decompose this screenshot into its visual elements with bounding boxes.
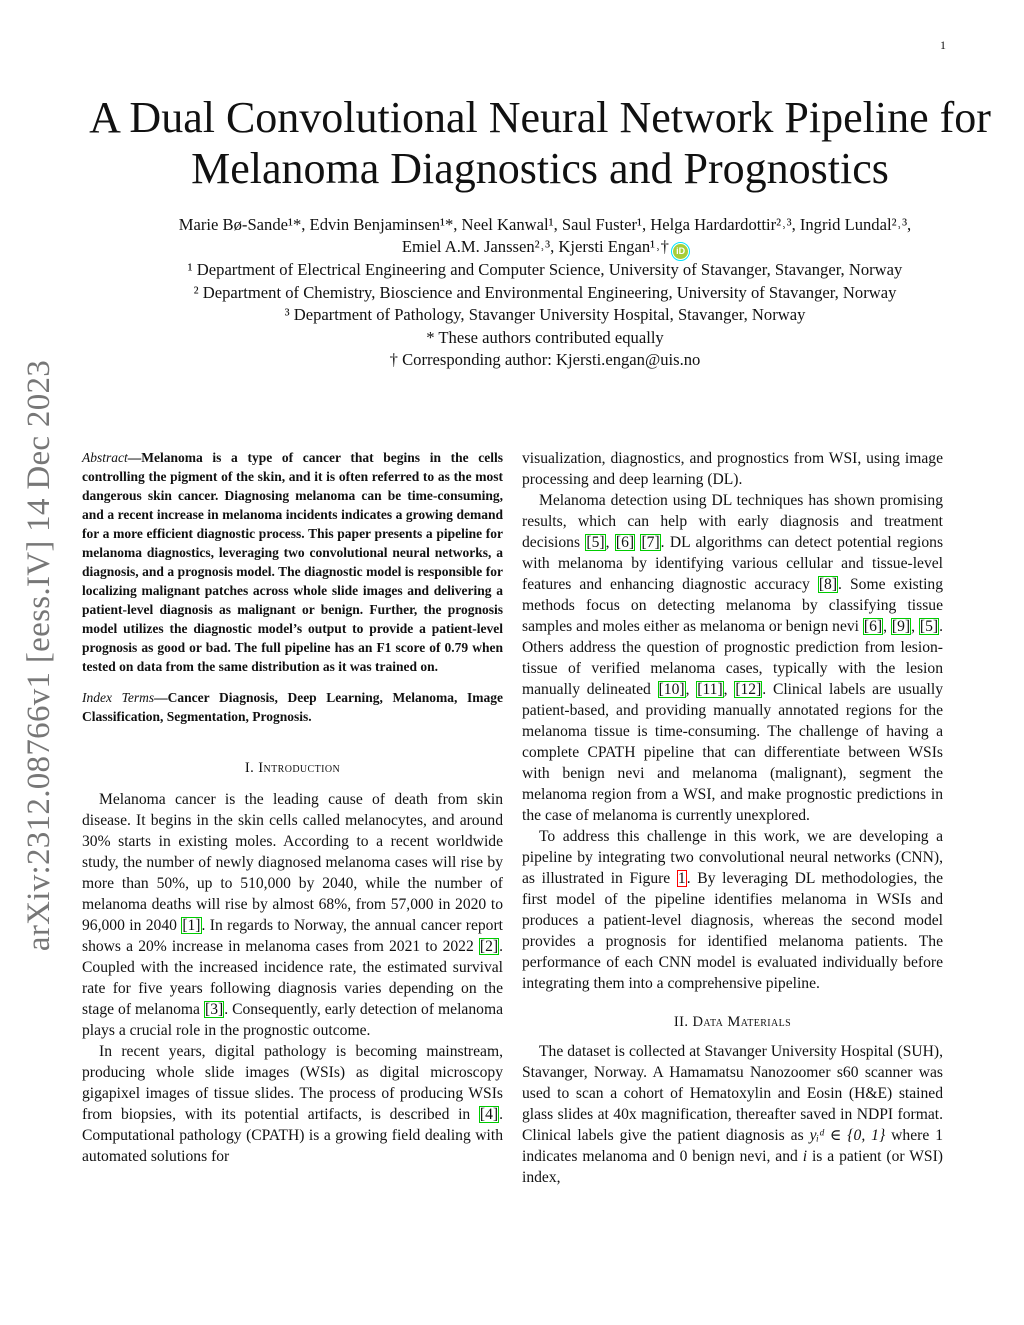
- section-heading-data-materials: II. Data Materials: [673, 1014, 792, 1030]
- author-block: [70, 214, 1020, 371]
- index-terms-label: Index Terms: [82, 690, 155, 705]
- abstract-label: Abstract: [82, 450, 128, 465]
- intro-p3-text-c: . Some existing methods focus on detecting melanoma by classifying tissue samples and moles either as melanoma or benign nevi: [522, 576, 943, 635]
- intro-p2-text-a: In recent years, digital pathology is becoming mainstream, producing whole slide images (WSIs) as digital microscopy gigapixel images of tissue slides. The process of producing WSIs from biopsies, with its potential artifacts, is described in: [82, 1043, 503, 1123]
- citation-link[interactable]: [6]: [863, 618, 883, 635]
- separator: ,: [911, 618, 919, 635]
- intro-continuation: visualization, diagnostics, and prognostics from WSI, using image processing and deep learning (DL).: [522, 450, 943, 488]
- intro-p3-text-b: . DL algorithms can detect potential regions with melanoma by identifying various cellular and tissue-level features and enhancing diagnostic accuracy: [522, 534, 944, 593]
- intro-paragraph-4: [522, 826, 943, 994]
- affiliation-1: ¹ Department of Electrical Engineering and Computer Science, University of Stavanger, Stavanger, Norway: [187, 260, 903, 280]
- arxiv-identifier-text: arXiv:2312.08766v1 [eess.IV] 14 Dec 2023: [21, 359, 58, 951]
- separator: ,: [605, 534, 615, 551]
- citation-link[interactable]: [4]: [479, 1106, 499, 1123]
- intro-p1-text-b: . In regards to Norway, the annual cancer report shows a 20% increase in melanoma cases from 2021 to 2022: [82, 917, 503, 955]
- paper-title: A Dual Convolutional Neural Network Pipeline for Melanoma Diagnostics and Prognostics: [89, 93, 991, 193]
- separator: ,: [685, 681, 697, 698]
- separator: ,: [883, 618, 891, 635]
- data-paragraph-1: [522, 1041, 943, 1188]
- citation-link[interactable]: [2]: [479, 938, 499, 955]
- intro-p3-text-e: . Clinical labels are usually patient-based, and providing manually annotated regions for the melanoma tissue is time-consuming. The challenge of having a complete CPATH pipeline that can differentiate between WSIs with benign nevi and melanoma (malignant), segment the melanoma region from a WSI, and make prognostic predictions in the case of melanoma is currently unexplored.: [522, 681, 944, 824]
- figure-reference-link[interactable]: 1: [677, 870, 686, 887]
- intro-p4-text-a: To address this challenge in this work, we are developing a pipeline by integrating two convolutional neural networks (CNN), as illustrated in Figure: [522, 828, 943, 887]
- author-list-line-2: [70, 236, 1020, 259]
- intro-p3-text-d: . Others address the question of prognostic prediction from lesion-tissue of verified melanoma cases, typically with the lesion manually delineated: [522, 618, 943, 698]
- data-p1-text-a: The dataset is collected at Stavanger University Hospital (SUH), Stavanger, Norway. A Hamamatsu Nanozoomer s60 scanner was used to scan a cohort of Hematoxylin and Eosin (H&E) stained glass slides at 40x magnification, thereafter saved in NDPI format. Clinical labels give the patient diagnosis as: [522, 1043, 943, 1144]
- left-column: [82, 448, 503, 1167]
- data-p1-text-c: is a patient (or WSI) index,: [522, 1148, 943, 1186]
- intro-paragraph-2: [82, 1041, 503, 1167]
- intro-p4-text-b: . By leveraging DL methodologies, the first model of the pipeline identifies melanoma in WSIs and produces a patient-level diagnosis, whereas the second model provides a prognosis for identified melanoma patients. The performance of each CNN model is evaluated individually before integrating them into a comprehensive pipeline.: [522, 870, 943, 992]
- data-p1-text-b: where 1 indicates melanoma and 0 benign nevi, and: [522, 1127, 943, 1165]
- intro-paragraph-1: [82, 789, 503, 1041]
- affiliation-3: ³ Department of Pathology, Stavanger University Hospital, Stavanger, Norway: [284, 305, 806, 325]
- citation-link[interactable]: [10]: [658, 681, 685, 698]
- citation-link[interactable]: [8]: [818, 576, 838, 593]
- intro-p3-text-a: Melanoma detection using DL techniques has shown promising results, which can help with early diagnosis and treatment decisions: [522, 492, 943, 551]
- corresponding-author-note: † Corresponding author: Kjersti.engan@uis.no: [389, 350, 701, 370]
- intro-p2-text-b: . Computational pathology (CPATH) is a growing field dealing with automated solutions for: [82, 1106, 503, 1165]
- abstract: [82, 448, 503, 676]
- math-index-variable: i: [802, 1148, 808, 1165]
- right-column: [522, 448, 943, 1188]
- affiliation-2: ² Department of Chemistry, Bioscience and Environmental Engineering, University of Stavanger, Norway: [193, 282, 897, 302]
- arxiv-identifier-stamp: [10, 350, 70, 960]
- citation-link[interactable]: [6]: [615, 534, 635, 551]
- citation-link[interactable]: [3]: [205, 1001, 224, 1018]
- author-list-line-2-text: Emiel A.M. Janssen²˒³, Kjersti Engan¹˒†: [401, 237, 669, 257]
- index-terms: [82, 688, 503, 726]
- intro-p1-text-a: Melanoma cancer is the leading cause of death from skin disease. It begins in the skin cells called melanocytes, and around 30% starts in existing moles. According to a recent worldwide study, the number of newly diagnosed melanoma cases will rise by more than 50%, up to 510,000 by 2040, while the number of melanoma deaths will rise by almost 68%, from 57,000 in 2020 to 96,000 in 2040: [82, 791, 503, 934]
- page-number: 1: [940, 38, 946, 52]
- section-heading-introduction: I. Introduction: [244, 760, 341, 776]
- intro-paragraph-3: [522, 490, 943, 826]
- citation-link[interactable]: [7]: [641, 534, 660, 551]
- abstract-text: —Melanoma is a type of cancer that begins in the cells controlling the pigment of the skin, and it is often referred to as the most dangerous skin cancer. Diagnosing melanoma can be time-consuming, and a recent increase in melanoma incidents indicates a growing demand for a more efficient diagnostic process. This paper presents a pipeline for melanoma diagnostics, leveraging two convolutional neural networks, a diagnosis, and a prognosis model. The diagnostic model is responsible for localizing malignant patches across whole slide images and delivering a patient-level diagnosis as malignant or benign. Further, the prognosis model utilizes the diagnostic model’s output to provide a patient-level prognosis as good or bad. The full pipeline has an F1 score of 0.79 when tested on data from the same distribution as it was trained on.: [82, 450, 503, 674]
- citation-link[interactable]: [5]: [919, 618, 939, 635]
- citation-link[interactable]: [9]: [891, 618, 911, 635]
- citation-link[interactable]: [1]: [182, 917, 201, 934]
- citation-link[interactable]: [5]: [586, 534, 605, 551]
- intro-p1-text-c: . Coupled with the increased incidence rate, the estimated survival rate for five years following diagnosis varies depending on the stage of melanoma: [82, 938, 503, 1018]
- orcid-icon[interactable]: iD: [673, 244, 688, 259]
- math-label-notation: yᵢᵈ ∈ {0, 1}: [809, 1127, 886, 1144]
- author-list-line-1: Marie Bø-Sande¹*, Edvin Benjaminsen¹*, Neel Kanwal¹, Saul Fuster¹, Helga Hardardottir²˒³, Ingrid Lundal²˒³,: [178, 215, 912, 234]
- citation-link[interactable]: [12]: [735, 681, 762, 698]
- separator: ,: [723, 681, 735, 698]
- index-terms-text: —Cancer Diagnosis, Deep Learning, Melanoma, Image Classification, Segmentation, Prognosis.: [82, 690, 503, 724]
- equal-contribution-note: * These authors contributed equally: [426, 327, 664, 347]
- citation-link[interactable]: [11]: [697, 681, 723, 698]
- intro-p1-text-d: . Consequently, early detection of melanoma plays a crucial role in the prognostic outcome.: [82, 1001, 503, 1039]
